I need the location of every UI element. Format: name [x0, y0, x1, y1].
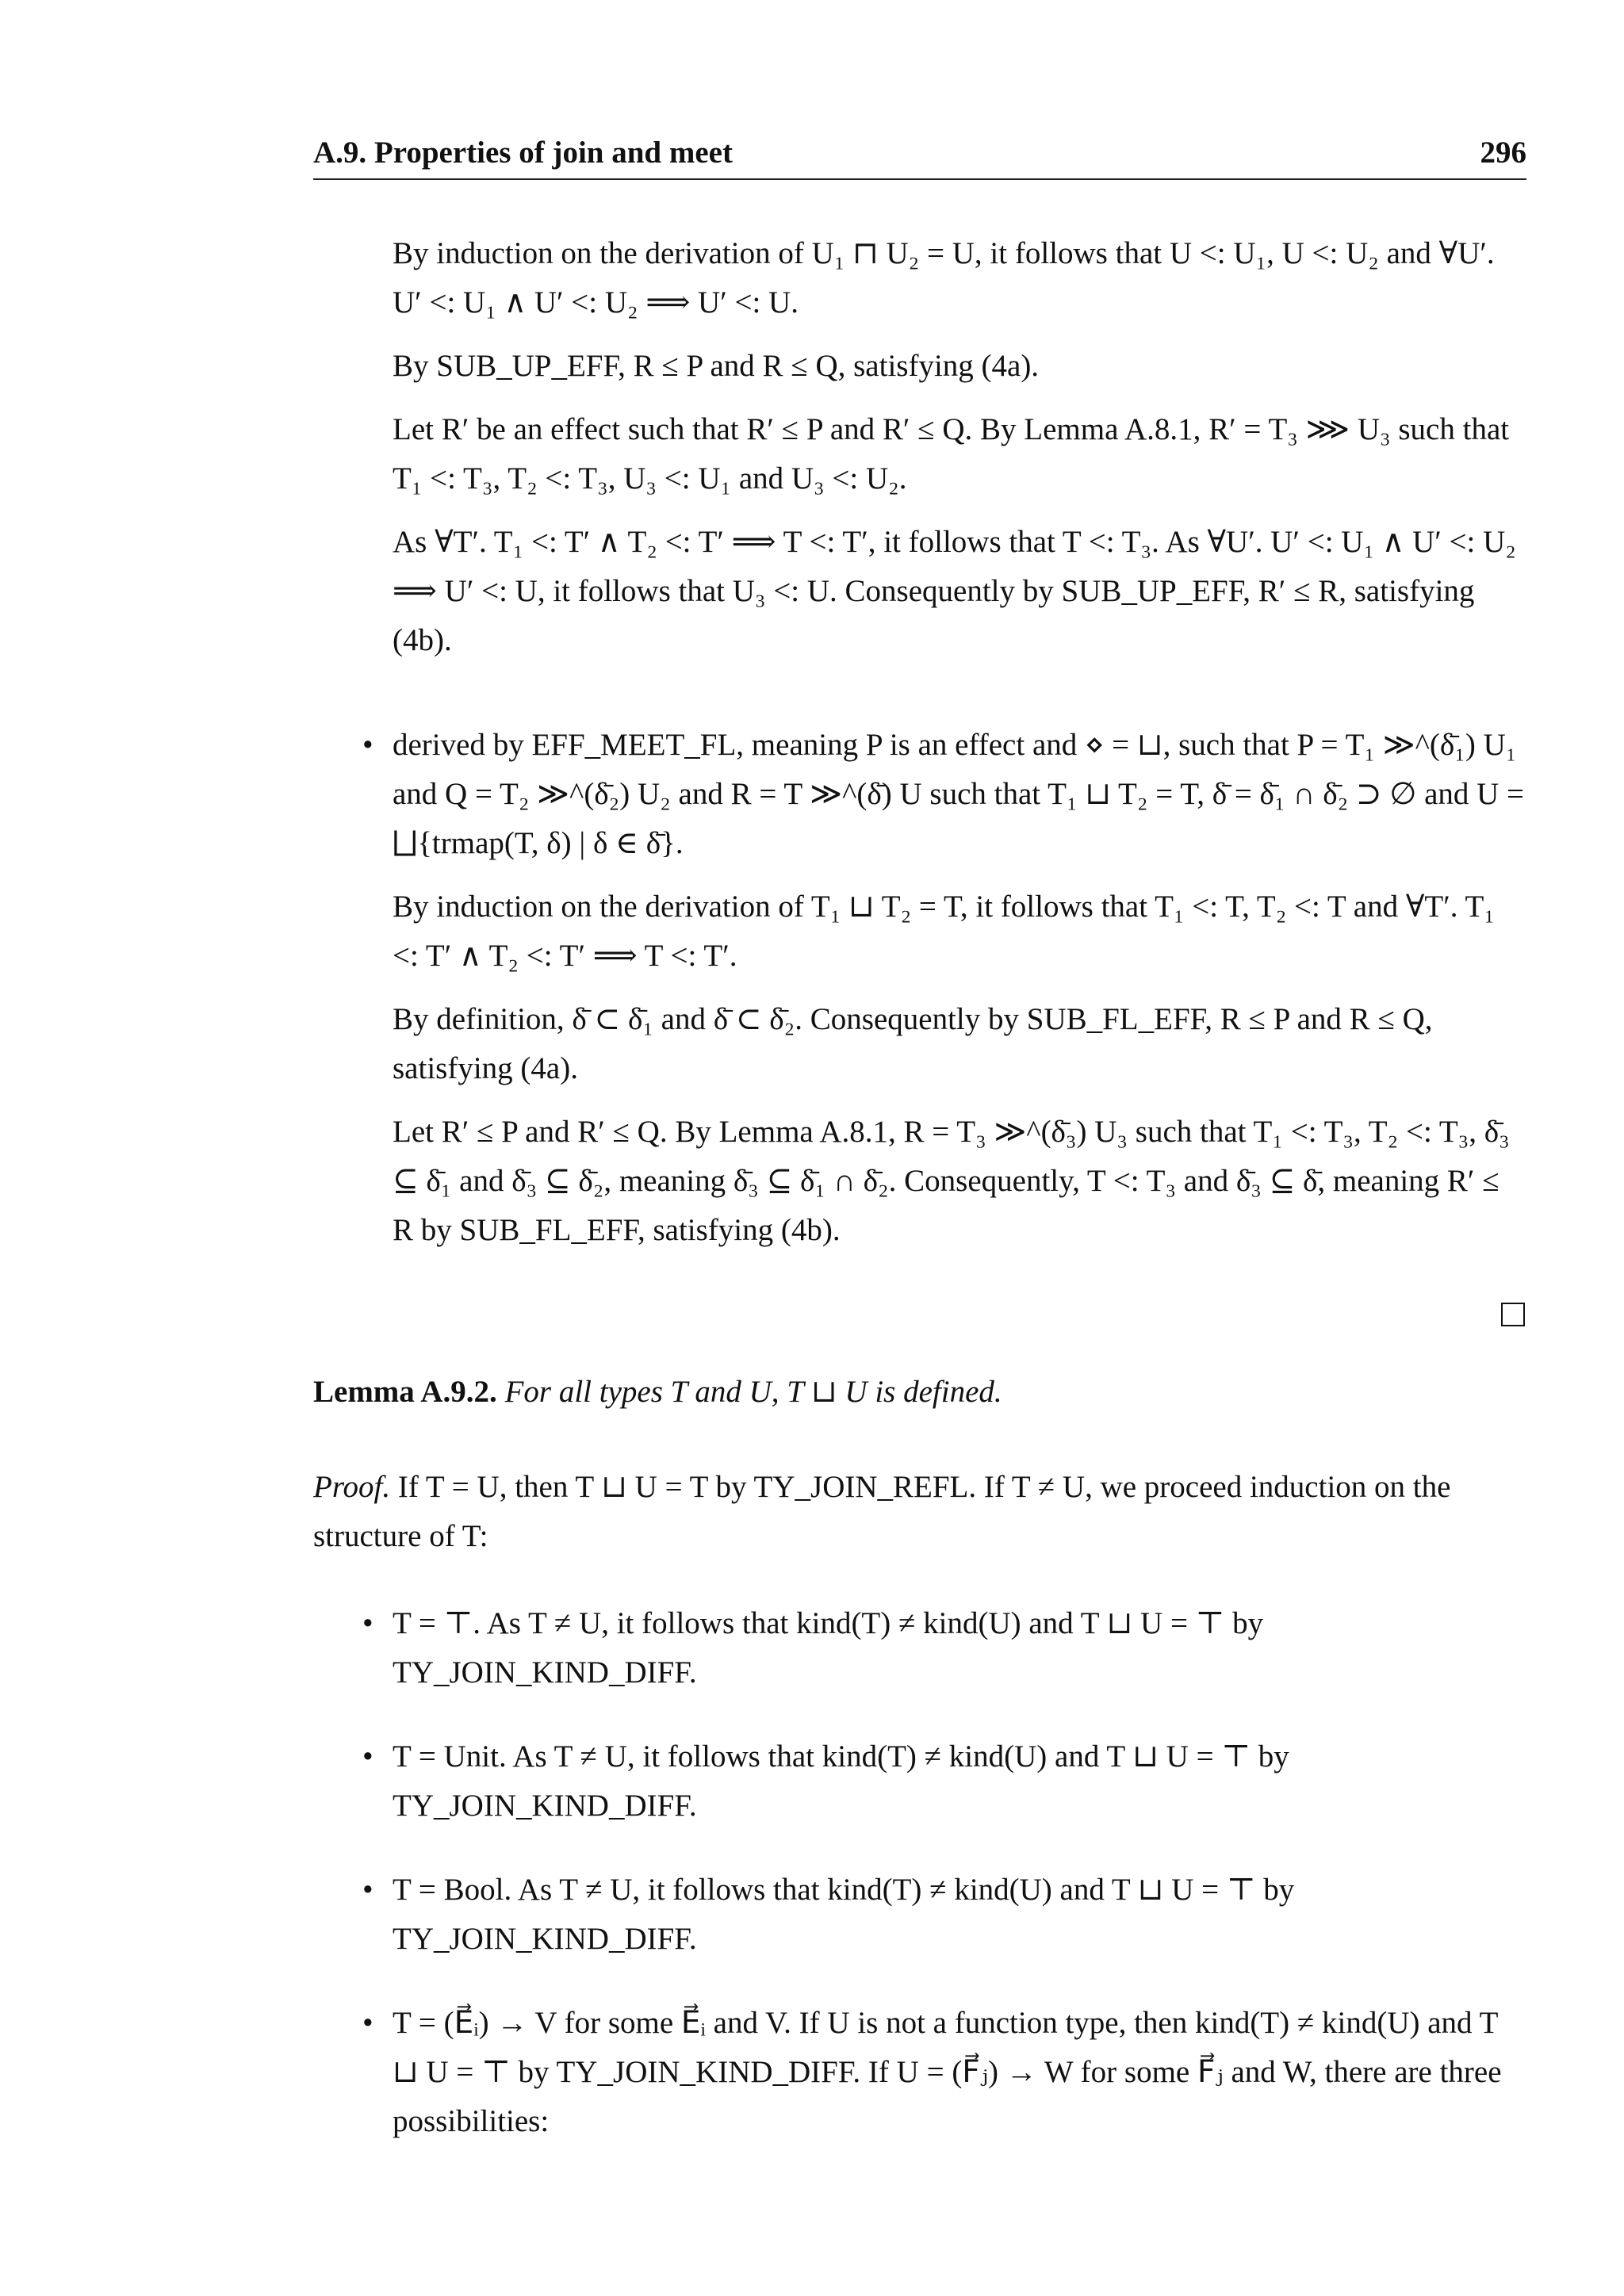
- list-item: [313, 721, 1526, 1255]
- paragraph: As ∀T′. T₁ <: T′ ∧ T₂ <: T′ ⟹ T <: T′, it follows that T <: T₃. As ∀U′. U′ <: U₁ ∧ U′ <: U₂ ⟹ U′ <: U, it follows that U₃ <: U. Consequently by SUB_UP_EFF, R′ ≤ R, satisfying (4b).: [393, 525, 1516, 657]
- bullet: •: [362, 1873, 373, 1907]
- proof-intro: [313, 1463, 1526, 1561]
- case-text: T = Unit. As T ≠ U, it follows that kind(T) ≠ kind(U) and T ⊔ U = ⊤ by TY_JOIN_KIND_DIFF.: [393, 1739, 1289, 1823]
- case-lead: derived by EFF_MEET_FL, meaning P is an effect and ⋄ = ⊔, such that P = T₁ ≫^(δ̄₁) U₁ and Q = T₂ ≫^(δ̄₂) U₂ and R = T ≫^(δ̄) U such that T₁ ⊔ T₂ = T, δ̄ = δ̄₁ ∩ δ̄₂ ⊃ ∅ and U = ⨆{trmap(T, δ) | δ ∈ δ̄}.: [393, 728, 1525, 860]
- bullet: •: [362, 2006, 373, 2040]
- case-text: T = (E⃗ᵢ) → V for some E⃗ᵢ and V. If U is not a function type, then kind(T) ≠ kind(U) and T ⊔ U = ⊤ by TY_JOIN_KIND_DIFF. If U = (F⃗ⱼ) → W for some F⃗ⱼ and W, there are three possibilities:: [393, 2006, 1502, 2138]
- proof-text: If T = U, then T ⊔ U = T by TY_JOIN_REFL. If T ≠ U, we proceed induction on the structure of T:: [313, 1470, 1451, 1553]
- lemma-statement: For all types T and U, T ⊔ U is defined.: [504, 1375, 1002, 1409]
- paragraph: By induction on the derivation of U₁ ⊓ U₂ = U, it follows that U <: U₁, U <: U₂ and ∀U′. U′ <: U₁ ∧ U′ <: U₂ ⟹ U′ <: U.: [393, 236, 1495, 320]
- bullet: •: [362, 1739, 373, 1774]
- lemma-label: Lemma A.9.2.: [313, 1375, 497, 1409]
- case-text: T = ⊤. As T ≠ U, it follows that kind(T) ≠ kind(U) and T ⊔ U = ⊤ by TY_JOIN_KIND_DIFF.: [393, 1606, 1264, 1689]
- up-eff-case-continuation: [393, 229, 1526, 665]
- lemma: [313, 1368, 1526, 1417]
- case-text: T = Bool. As T ≠ U, it follows that kind(T) ≠ kind(U) and T ⊔ U = ⊤ by TY_JOIN_KIND_DIFF.: [393, 1873, 1295, 1956]
- page-number: 296: [1480, 136, 1526, 170]
- bullet: •: [362, 728, 373, 762]
- list-item: [313, 1866, 1526, 1964]
- running-header: [313, 135, 1526, 180]
- list-item: [313, 1732, 1526, 1831]
- qed-symbol: [1501, 1303, 1525, 1326]
- page: [313, 135, 1526, 2146]
- paragraph: Let R′ be an effect such that R′ ≤ P and R′ ≤ Q. By Lemma A.8.1, R′ = T₃ ⋙ U₃ such that T₁ <: T₃, T₂ <: T₃, U₃ <: U₁ and U₃ <: U₂.: [393, 412, 1510, 496]
- qed-row: [313, 1303, 1526, 1326]
- paragraph: By definition, δ̄ ⊂ δ̄₁ and δ̄ ⊂ δ̄₂. Consequently by SUB_FL_EFF, R ≤ P and R ≤ Q, satisfying (4a).: [393, 1002, 1433, 1085]
- body-text: [313, 229, 1526, 2146]
- list-item: [313, 1599, 1526, 1697]
- section-title: A.9. Properties of join and meet: [313, 136, 733, 170]
- case-list: [313, 1599, 1526, 2146]
- paragraph: Let R′ ≤ P and R′ ≤ Q. By Lemma A.8.1, R = T₃ ≫^(δ̄₃) U₃ such that T₁ <: T₃, T₂ <: T₃, δ̄₃ ⊆ δ̄₁ and δ̄₃ ⊆ δ̄₂, meaning δ̄₃ ⊆ δ̄₁ ∩ δ̄₂. Consequently, T <: T₃ and δ̄₃ ⊆ δ̄, meaning R′ ≤ R by SUB_FL_EFF, satisfying (4b).: [393, 1115, 1510, 1247]
- paragraph: By SUB_UP_EFF, R ≤ P and R ≤ Q, satisfying (4a).: [393, 349, 1040, 383]
- proof-label: Proof.: [313, 1470, 391, 1504]
- bullet: •: [362, 1606, 373, 1640]
- paragraph: By induction on the derivation of T₁ ⊔ T₂ = T, it follows that T₁ <: T, T₂ <: T and ∀T′. T₁ <: T′ ∧ T₂ <: T′ ⟹ T <: T′.: [393, 890, 1495, 973]
- list-item: [313, 1999, 1526, 2146]
